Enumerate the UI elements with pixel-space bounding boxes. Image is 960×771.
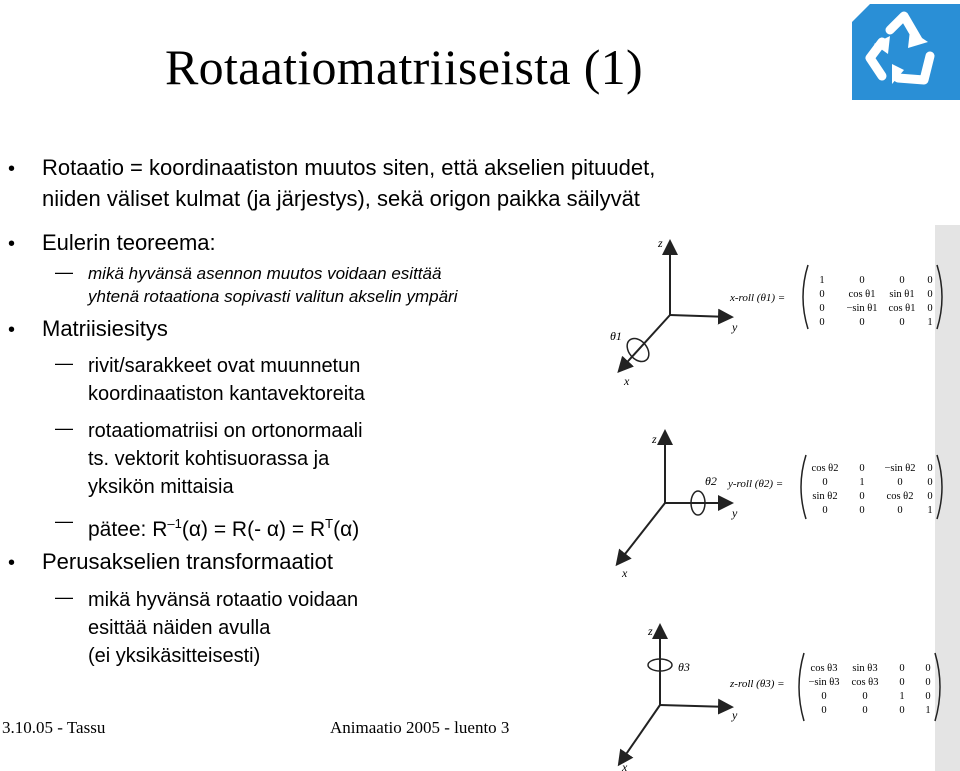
bullet-1-line1: Rotaatio = koordinaatiston muutos siten, että akselien pituudet, bbox=[42, 155, 656, 180]
z-roll-cell: cos θ3 bbox=[851, 677, 879, 688]
y-roll-cell: 0 bbox=[897, 477, 903, 488]
footer-course: Animaatio 2005 - luento 3 bbox=[330, 718, 510, 737]
x-roll-cell: 0 bbox=[927, 289, 933, 300]
x-roll-cell: 0 bbox=[819, 303, 825, 314]
x-roll-cell: sin θ1 bbox=[889, 289, 915, 300]
formula-sup-inverse: –1 bbox=[167, 516, 182, 531]
formula-mid: (α) = R(- α) = R bbox=[181, 518, 326, 541]
y-roll-axis-y: y bbox=[732, 506, 738, 520]
rotation-matrices-figure bbox=[590, 225, 960, 771]
x-roll-cell: 0 bbox=[927, 303, 933, 314]
z-roll-cell: 0 bbox=[862, 691, 868, 702]
formula-sup-transpose: T bbox=[325, 516, 334, 531]
bullet-dot: • bbox=[8, 552, 16, 574]
y-roll-cell: 0 bbox=[927, 477, 933, 488]
z-roll-cell: 0 bbox=[821, 705, 827, 716]
slide-title: Rotaatiomatriiseista (1) bbox=[165, 39, 643, 95]
bullet-4-sub-line2: esittää näiden avulla bbox=[88, 617, 271, 639]
z-roll-axis-y: y bbox=[732, 708, 738, 722]
y-roll-cell: sin θ2 bbox=[812, 491, 838, 502]
dash-marker: — bbox=[55, 262, 73, 282]
y-roll-axis-z: z bbox=[652, 432, 657, 446]
bullet-4-sub-line3: (ei yksikäsitteisesti) bbox=[88, 645, 261, 667]
footer-date-author: 3.10.05 - Tassu bbox=[2, 718, 106, 737]
bullet-2-text: Eulerin teoreema: bbox=[42, 230, 216, 255]
x-roll-angle: θ1 bbox=[610, 329, 622, 343]
dash-marker: — bbox=[55, 587, 73, 607]
y-roll-cell: 0 bbox=[927, 491, 933, 502]
z-roll-cell: −sin θ3 bbox=[808, 677, 840, 688]
z-roll-cell: 1 bbox=[899, 691, 905, 702]
matrix-sub2-line3: yksikön mittaisia bbox=[88, 476, 234, 498]
matrix-sub2-line1: rotaatiomatriisi on ortonormaali bbox=[88, 420, 363, 442]
y-roll-cell: 0 bbox=[859, 491, 865, 502]
bullet-2-sub-line2: yhtenä rotaationa sopivasti valitun akselin ympäri bbox=[88, 287, 458, 306]
x-roll-axis-z: z bbox=[658, 236, 663, 250]
y-roll-label: y-roll (θ2) = bbox=[728, 478, 784, 490]
x-roll-cell: −sin θ1 bbox=[846, 303, 878, 314]
x-roll-cell: 0 bbox=[819, 289, 825, 300]
bullet-dot: • bbox=[8, 158, 16, 180]
z-roll-cell: 0 bbox=[899, 705, 905, 716]
bullet-3-text: Matriisiesitys bbox=[42, 316, 168, 341]
y-roll-cell: 1 bbox=[859, 477, 865, 488]
dash-marker: — bbox=[55, 511, 73, 531]
bullet-2-sub-line1: mikä hyvänsä asennon muutos voidaan esittää bbox=[88, 264, 442, 283]
x-roll-cell: 1 bbox=[819, 275, 825, 286]
z-roll-axis-z: z bbox=[648, 624, 653, 638]
z-roll-label: z-roll (θ3) = bbox=[730, 678, 785, 690]
matrix-sub1-line1: rivit/sarakkeet ovat muunnetun bbox=[88, 355, 361, 377]
bullet-dot: • bbox=[8, 319, 16, 341]
bullet-1-line2: niiden väliset kulmat (ja järjestys), sekä origon paikka säilyvät bbox=[42, 186, 640, 211]
x-roll-cell: 0 bbox=[899, 275, 905, 286]
dash-marker: — bbox=[55, 353, 73, 373]
y-roll-cell: cos θ2 bbox=[886, 491, 914, 502]
x-roll-cell: 0 bbox=[859, 317, 865, 328]
y-roll-cell: 0 bbox=[859, 463, 865, 474]
x-roll-cell: 0 bbox=[927, 275, 933, 286]
x-roll-cell: cos θ1 bbox=[888, 303, 916, 314]
z-roll-cell: cos θ3 bbox=[810, 663, 838, 674]
matrix-sub2-line2: ts. vektorit kohtisuorassa ja bbox=[88, 448, 330, 470]
x-roll-cell: 1 bbox=[927, 317, 933, 328]
z-roll-angle: θ3 bbox=[678, 660, 690, 674]
y-roll-cell: −sin θ2 bbox=[884, 463, 916, 474]
y-roll-cell: 1 bbox=[927, 505, 933, 516]
y-roll-cell: 0 bbox=[822, 505, 828, 516]
matrix-sub1-line2: koordinaatiston kantavektoreita bbox=[88, 383, 365, 405]
z-roll-cell: 0 bbox=[899, 677, 905, 688]
y-roll-cell: 0 bbox=[859, 505, 865, 516]
formula-suffix: (α) bbox=[333, 518, 360, 541]
x-roll-axis-x: x bbox=[624, 374, 630, 388]
bullet-4-sub-line1: mikä hyvänsä rotaatio voidaan bbox=[88, 589, 359, 611]
y-roll-cell: 0 bbox=[927, 463, 933, 474]
dash-marker: — bbox=[55, 418, 73, 438]
bullet-dot: • bbox=[8, 233, 16, 255]
z-roll-cell: 0 bbox=[925, 663, 931, 674]
x-roll-cell: 0 bbox=[859, 275, 865, 286]
x-roll-axis-y: y bbox=[732, 320, 738, 334]
z-roll-cell: 0 bbox=[821, 691, 827, 702]
x-roll-diagram bbox=[610, 236, 942, 388]
z-roll-cell: 0 bbox=[899, 663, 905, 674]
y-roll-diagram bbox=[618, 432, 942, 580]
z-roll-diagram bbox=[620, 624, 940, 771]
recycle-icon bbox=[852, 0, 960, 100]
x-roll-cell: 0 bbox=[899, 317, 905, 328]
y-roll-angle: θ2 bbox=[705, 474, 717, 488]
z-roll-cell: 0 bbox=[925, 691, 931, 702]
z-roll-cell: 0 bbox=[862, 705, 868, 716]
z-roll-axis-x: x bbox=[622, 760, 628, 771]
x-roll-label: x-roll (θ1) = bbox=[730, 292, 786, 304]
z-roll-cell: sin θ3 bbox=[852, 663, 878, 674]
formula-prefix: pätee: R bbox=[88, 518, 168, 541]
y-roll-axis-x: x bbox=[622, 566, 628, 580]
y-roll-cell: cos θ2 bbox=[811, 463, 839, 474]
x-roll-cell: cos θ1 bbox=[848, 289, 876, 300]
x-roll-cell: 0 bbox=[819, 317, 825, 328]
z-roll-cell: 1 bbox=[925, 705, 931, 716]
y-roll-cell: 0 bbox=[822, 477, 828, 488]
inverse-formula bbox=[88, 511, 359, 543]
z-roll-cell: 0 bbox=[925, 677, 931, 688]
y-roll-cell: 0 bbox=[897, 505, 903, 516]
bullet-4-text: Perusakselien transformaatiot bbox=[42, 549, 334, 574]
